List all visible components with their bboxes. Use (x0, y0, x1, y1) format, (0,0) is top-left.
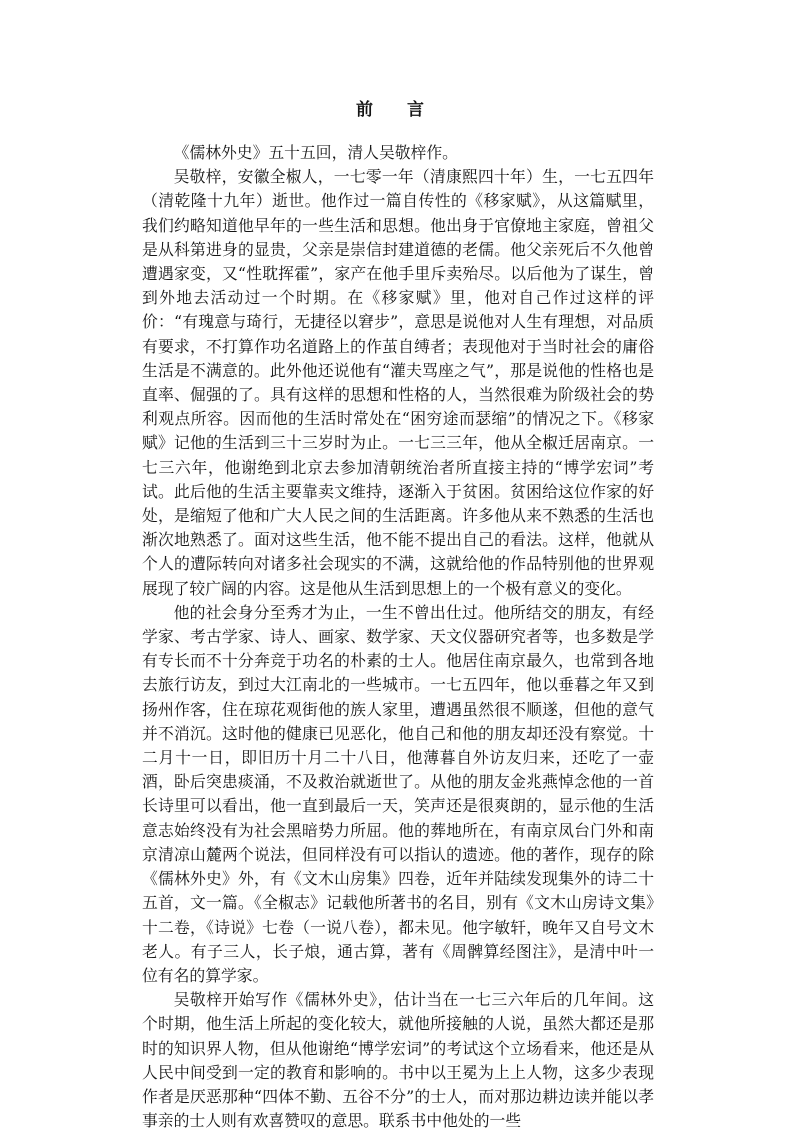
body-text (142, 141, 654, 1133)
paragraph: 吴敬梓，安徽全椒人，一七零一年（清康熙四十年）生，一七五四年（清乾隆十九年）逝世。他作过一篇自传性的《移家赋》，从这篇赋里，我们约略知道他早年的一些生活和思想。他出身于官僚地主家庭，曾祖父是从科第进身的显贵，父亲是崇信封建道德的老儒。他父亲死后不久他曾遭遇家变，又“性耽挥霍”，家产在他手里斥卖殆尽。以后他为了谋生，曾到外地去活动过一个时期。在《移家赋》里，他对自己作过这样的评价：“有瑰意与琦行，无捷径以窘步”，意思是说他对人生有理想，对品质有要求，不打算作功名道路上的作茧自缚者；表现他对于当时社会的庸俗生活是不满意的。此外他还说他有“灌夫骂座之气”，那是说他的性格也是直率、倔强的了。具有这样的思想和性格的人，当然很难为阶级社会的势利观点所容。因而他的生活时常处在“困穷途而瑟缩”的情况之下。《移家赋》记他的生活到三十三岁时为止。一七三三年，他从全椒迁居南京。一七三六年，他谢绝到北京去参加清朝统治者所直接主持的“博学宏词”考试。此后他的生活主要靠卖文维持，逐渐入于贫困。贫困给这位作家的好处，是缩短了他和广大人民之间的生活距离。许多他从来不熟悉的生活也渐次地熟悉了。面对这些生活，他不能不提出自己的看法。这样，他就从个人的遭际转向对诸多社会现实的不满，这就给他的作品特别他的世界观展现了较广阔的内容。这是他从生活到思想上的一个极有意义的变化。 (142, 167, 654, 598)
paragraph: 《儒林外史》五十五回，清人吴敬梓作。 (173, 143, 458, 162)
paragraph: 他的社会身分至秀才为止，一生不曾出仕过。他所结交的朋友，有经学家、考古学家、诗人、画家、数学家、天文仪器研究者等，也多数是学有专长而不十分奔竞于功名的朴素的士人。他居住南京最久，也常到各地去旅行访友，到过大江南北的一些城市。一七五四年，他以垂暮之年又到扬州作客，住在琼花观街他的族人家里，遭遇虽然很不顺遂，但他的意气并不消沉。这时他的健康已见恶化，他自己和他的朋友却还没有察觉。十二月十一日，即旧历十月二十八日，他薄暮自外访友归来，还吃了一壶酒，卧后突患痰涌，不及救治就逝世了。从他的朋友金兆燕悼念他的一首长诗里可以看出，他一直到最后一天，笑声还是很爽朗的，显示他的生活意志始终没有为社会黑暗势力所屈。他的葬地所在，有南京凤台门外和南京清凉山麓两个说法，但同样没有可以指认的遗迹。他的著作，现存的除《儒林外史》外，有《文木山房集》四卷，近年并陆续发现集外的诗二十五首，文一篇。《全椒志》记载他所著书的名目，别有《文木山房诗文集》十二卷，《诗说》七卷（一说八卷），都未见。他字敏轩，晚年又自号文木老人。有子三人，长子烺，通古算，著有《周髀算经图注》，是清中叶一位有名的算学家。 (142, 602, 654, 985)
page-title: 前 言 (356, 100, 438, 120)
paragraph: 吴敬梓开始写作《儒林外史》，估计当在一七三六年后的几年间。这个时期，他生活上所起的变化较大，就他所接触的人说，虽然大都还是那时的知识界人物，但从他谢绝“博学宏词”的考试这个立场看来，他还是从人民中间受到一定的教育和影响的。书中以王冕为上上人物，这多少表现作者是厌恶那种“四体不勤、五谷不分”的士人，而对那边耕边读并能以孝事亲的士人则有欢喜赞叹的意思。联系书中他处的一些 (142, 990, 654, 1131)
